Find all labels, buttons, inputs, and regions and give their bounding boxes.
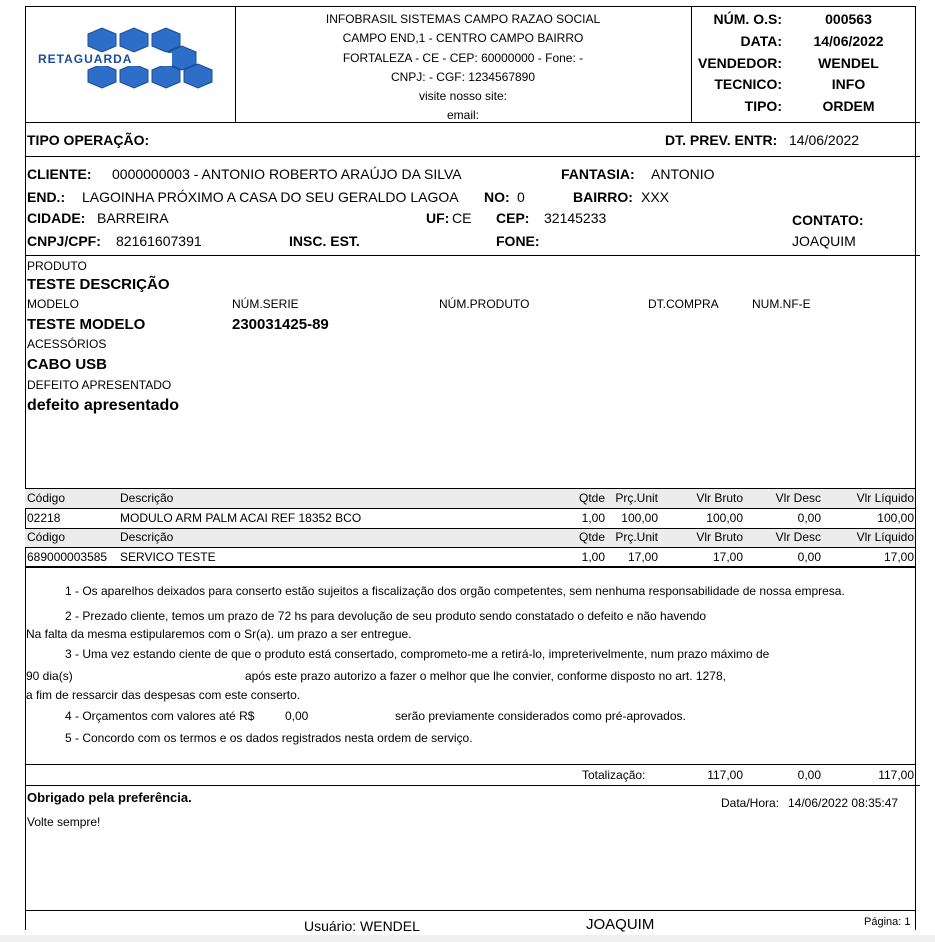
cnpj-value: 82161607391 bbox=[116, 233, 202, 249]
row-vlr-liquido: 17,00 bbox=[883, 550, 914, 564]
acessorios-value: CABO USB bbox=[27, 356, 108, 373]
header-descricao: Descrição bbox=[120, 530, 174, 544]
client-bottom-line bbox=[25, 255, 920, 256]
tecnico-value: INFO bbox=[831, 76, 866, 93]
header-codigo: Código bbox=[27, 491, 66, 505]
totals-bruto: 117,00 bbox=[707, 768, 743, 782]
term-4a: 4 - Orçamentos com valores até R$ bbox=[65, 709, 255, 723]
defeito-label: DEFEITO APRESENTADO bbox=[27, 378, 172, 392]
header-vlr-liquido: Vlr Líquido bbox=[856, 491, 914, 505]
term-2a: 2 - Prezado cliente, temos um prazo de 72 hs para devolução de seu produto sendo constatado o defeito e não havendo bbox=[65, 609, 707, 623]
header-vlr-desc: Vlr Desc bbox=[775, 530, 821, 544]
row-descricao: SERVICO TESTE bbox=[120, 550, 216, 564]
row-codigo: 689000003585 bbox=[27, 550, 108, 564]
term-5: 5 - Concordo com os termos e os dados registrados nesta ordem de serviço. bbox=[65, 731, 473, 745]
contato-value: JOAQUIM bbox=[792, 233, 856, 249]
products-header-row bbox=[25, 488, 915, 509]
header-codigo: Código bbox=[27, 530, 66, 544]
tipo-value: ORDEM bbox=[822, 98, 875, 115]
defeito-value: defeito apresentado bbox=[27, 397, 180, 414]
modelo-value: TESTE MODELO bbox=[27, 316, 146, 333]
header-vlr-desc: Vlr Desc bbox=[775, 491, 821, 505]
company-info bbox=[236, 10, 690, 126]
acessorios-label: ACESSÓRIOS bbox=[27, 337, 107, 351]
row-prc-unit: 17,00 bbox=[627, 550, 658, 564]
header-prc-unit: Prç.Unit bbox=[615, 530, 658, 544]
uf-value: CE bbox=[452, 210, 472, 226]
fone-label: FONE: bbox=[496, 233, 540, 249]
table-row bbox=[25, 509, 915, 529]
company-logo bbox=[28, 26, 224, 92]
totals-top-line bbox=[25, 764, 916, 765]
no-label: NO: bbox=[484, 189, 510, 205]
uf-label: UF: bbox=[426, 210, 450, 226]
usuario-text: Usuário: WENDEL bbox=[304, 918, 420, 934]
totals-desc: 0,00 bbox=[797, 768, 821, 782]
datahora-value: 14/06/2022 08:35:47 bbox=[788, 796, 899, 810]
cidade-label: CIDADE: bbox=[27, 210, 86, 226]
cliente-label: CLIENTE: bbox=[27, 166, 92, 182]
volte-sempre-text: Volte sempre! bbox=[27, 815, 101, 829]
term-4-value: 0,00 bbox=[285, 709, 309, 723]
num-produto-label: NÚM.PRODUTO bbox=[439, 297, 530, 311]
end-label: END.: bbox=[27, 189, 66, 205]
bottom-strip bbox=[0, 935, 935, 942]
thanks-text: Obrigado pela preferência. bbox=[27, 790, 192, 805]
dt-prev-entr-value: 14/06/2022 bbox=[789, 132, 860, 148]
fantasia-label: FANTASIA: bbox=[561, 166, 635, 182]
header-prc-unit: Prç.Unit bbox=[615, 491, 658, 505]
term-3a: 3 - Uma vez estando ciente de que o produto está consertado, comprometo-me a retirá-lo, impreterivelmente, num prazo máximo de bbox=[65, 647, 770, 661]
num-serie-label: NÚM.SERIE bbox=[232, 297, 299, 311]
datahora-label: Data/Hora: bbox=[721, 796, 780, 810]
produto-value: TESTE DESCRIÇÃO bbox=[27, 276, 170, 293]
no-value: 0 bbox=[517, 189, 525, 205]
vendedor-value: WENDEL bbox=[818, 54, 879, 71]
cep-value: 32145233 bbox=[544, 210, 607, 226]
top-border bbox=[25, 6, 916, 7]
row-qtde: 1,00 bbox=[581, 550, 605, 564]
term-3b-rest: após este prazo autorizo a fazer o melhor que lhe convier, conforme disposto no art. 1278, bbox=[245, 669, 726, 683]
row-vlr-liquido: 100,00 bbox=[877, 511, 914, 525]
row-prc-unit: 100,00 bbox=[621, 511, 658, 525]
header-vlr-bruto: Vlr Bruto bbox=[696, 491, 743, 505]
company-line-1: INFOBRASIL SISTEMAS CAMPO RAZAO SOCIAL bbox=[325, 12, 601, 26]
header-vlr-bruto: Vlr Bruto bbox=[696, 530, 743, 544]
cidade-value: BARREIRA bbox=[97, 210, 169, 226]
company-line-4: CNPJ: - CGF: 1234567890 bbox=[390, 69, 536, 84]
data-label: DATA: bbox=[740, 32, 782, 49]
term-3c: a fim de ressarcir das despesas com este conserto. bbox=[26, 688, 301, 702]
signature-name: JOAQUIM bbox=[586, 916, 655, 933]
row-descricao: MODULO ARM PALM ACAI REF 18352 BCO bbox=[120, 511, 362, 525]
dt-compra-label: DT.COMPRA bbox=[648, 297, 719, 311]
num-os-value: 000563 bbox=[825, 11, 872, 27]
produto-label: PRODUTO bbox=[27, 259, 87, 273]
header-qtde: Qtde bbox=[578, 491, 605, 505]
totals-liquido: 117,00 bbox=[878, 768, 914, 782]
contato-label: CONTATO: bbox=[792, 212, 864, 228]
term-1: 1 - Os aparelhos deixados para conserto estão sujeitos a fiscalização dos orgão competentes, sem nenhuma responsabilidade de nossa empresa. bbox=[65, 584, 845, 598]
header-descricao: Descrição bbox=[120, 491, 174, 505]
header-qtde: Qtde bbox=[578, 530, 605, 544]
row-qtde: 1,00 bbox=[581, 511, 605, 525]
bairro-label: BAIRRO: bbox=[573, 189, 633, 205]
cnpj-label: CNPJ/CPF: bbox=[27, 233, 101, 249]
right-border bbox=[915, 6, 916, 930]
row-codigo: 02218 bbox=[27, 511, 61, 525]
row-vlr-desc: 0,00 bbox=[797, 550, 821, 564]
services-header-row bbox=[25, 529, 915, 548]
os-info bbox=[692, 9, 915, 118]
row-vlr-bruto: 100,00 bbox=[706, 511, 743, 525]
dt-prev-entr-label: DT. PREV. ENTR: bbox=[665, 132, 778, 148]
end-value: LAGOINHA PRÓXIMO A CASA DO SEU GERALDO LAGOA bbox=[82, 189, 459, 205]
operation-bottom-line bbox=[25, 156, 920, 157]
tecnico-label: TECNICO: bbox=[714, 76, 782, 93]
items-table bbox=[25, 488, 915, 568]
company-line-2: CAMPO END,1 - CENTRO CAMPO BAIRRO bbox=[342, 31, 584, 46]
header-vlr-liquido: Vlr Líquido bbox=[856, 530, 914, 544]
logo-text: RETAGUARDA bbox=[38, 52, 133, 66]
term-2b: Na falta da mesma estipularemos com o Sr(a). um prazo a ser entregue. bbox=[26, 627, 412, 641]
fantasia-value: ANTONIO bbox=[651, 166, 715, 182]
tipo-operacao-label: TIPO OPERAÇÃO: bbox=[27, 132, 150, 148]
vendedor-label: VENDEDOR: bbox=[697, 54, 782, 71]
num-nfe-label: NUM.NF-E bbox=[752, 297, 811, 311]
row-vlr-desc: 0,00 bbox=[797, 511, 821, 525]
bairro-value: XXX bbox=[641, 189, 670, 205]
left-border bbox=[25, 6, 26, 930]
term-4b: serão previamente considerados como pré-aprovados. bbox=[395, 709, 686, 723]
page-number: Página: 1 bbox=[864, 916, 911, 928]
modelo-label: MODELO bbox=[27, 297, 80, 311]
footer-bottom-line bbox=[25, 910, 916, 911]
num-os-label: NÚM. O.S: bbox=[713, 11, 782, 27]
num-serie-value: 230031425-89 bbox=[232, 316, 329, 333]
company-line-3: FORTALEZA - CE - CEP: 60000000 - Fone: - bbox=[342, 50, 584, 65]
insc-est-label: INSC. EST. bbox=[289, 233, 360, 249]
table-row bbox=[25, 548, 915, 568]
row-vlr-bruto: 17,00 bbox=[712, 550, 743, 564]
company-line-6: email: bbox=[446, 108, 479, 123]
totals-label: Totalização: bbox=[582, 768, 646, 782]
company-line-5: visite nosso site: bbox=[418, 89, 508, 104]
term-3b-days: 90 dia(s) bbox=[26, 669, 73, 683]
tipo-label: TIPO: bbox=[744, 98, 782, 115]
totals-bottom-line bbox=[25, 785, 920, 786]
cep-label: CEP: bbox=[496, 210, 530, 226]
data-value: 14/06/2022 bbox=[813, 32, 884, 49]
cliente-value: 0000000003 - ANTONIO ROBERTO ARAÚJO DA SILVA bbox=[112, 166, 462, 182]
